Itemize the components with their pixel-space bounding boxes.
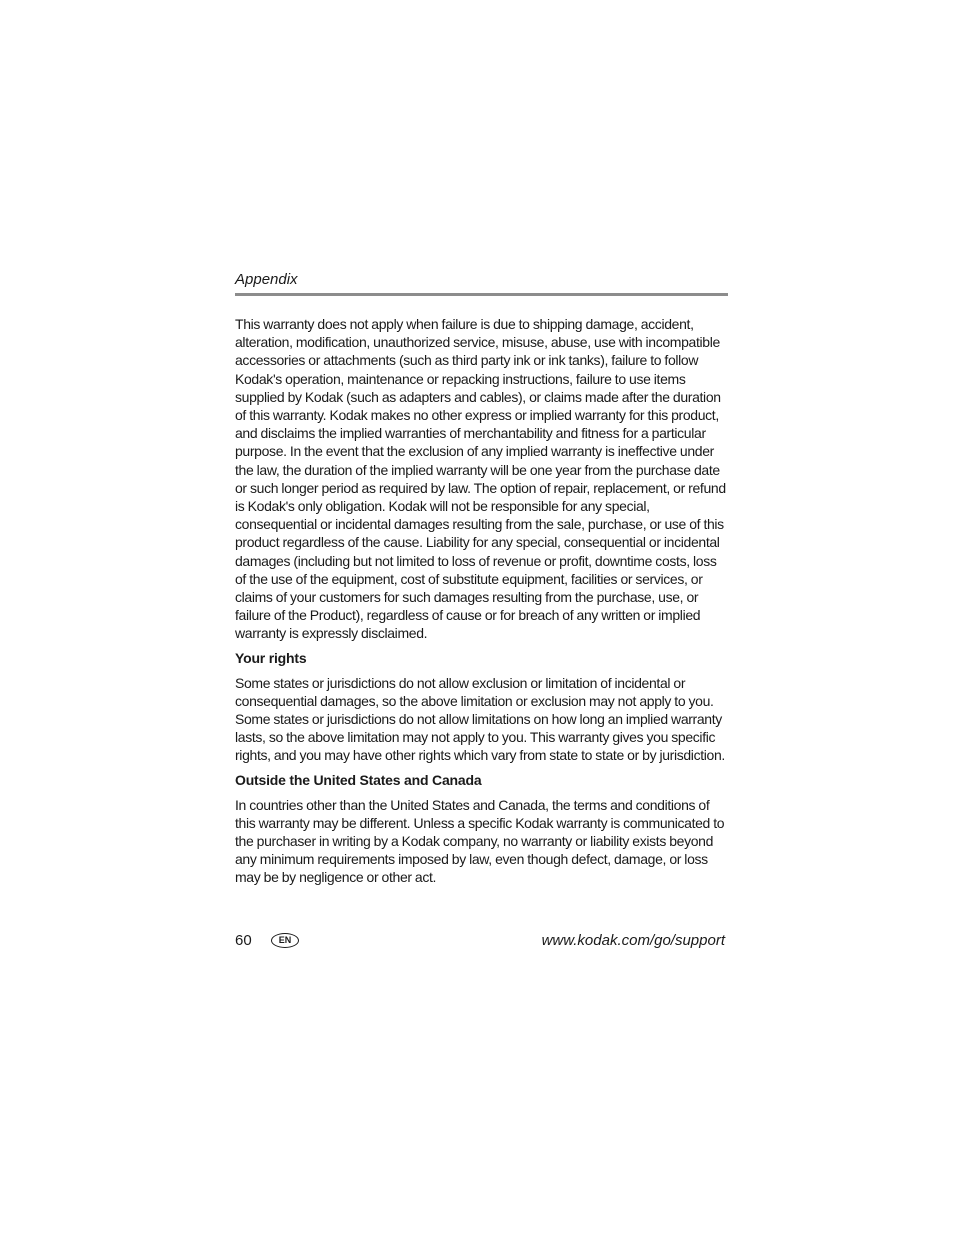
- warranty-exclusions-paragraph: This warranty does not apply when failure is due to shipping damage, accident, alteration, modification, unauthorized service, misuse, abuse, use with incompatible accessories or attachments (such as third party ink or ink tanks), failure to follow Kodak's operation, maintenance or repacking instructions, failure to use items supplied by Kodak (such as adapters and cables), or claims made after the duration of this warranty. Kodak makes no other express or implied warranty for this product, and disclaims the implied warranties of merchantability and fitness for a particular purpose. In the event that the exclusion of any implied warranty is ineffective under the law, the duration of the implied warranty will be one year from the purchase date or such longer period as required by law. The option of repair, replacement, or refund is Kodak's only obligation. Kodak will not be responsible for any special, consequential or incidental damages resulting from the sale, purchase, or use of this product regardless of the cause. Liability for any special, consequential or incidental damages (including but not limited to loss of revenue or profit, downtime costs, loss of the use of the equipment, cost of substitute equipment, facilities or services, or claims of your customers for such damages resulting from the purchase, use, or failure of the Product), regardless of cause or for breach of any written or implied warranty is expressly disclaimed.: [235, 316, 726, 642]
- support-url-link[interactable]: www.kodak.com/go/support: [541, 932, 725, 949]
- outside-us-canada-heading: Outside the United States and Canada: [235, 771, 482, 788]
- header-divider: [235, 293, 728, 296]
- language-badge: EN: [271, 933, 299, 948]
- page-footer: [235, 930, 725, 952]
- your-rights-paragraph: Some states or jurisdictions do not allow exclusion or limitation of incidental or consequential damages, so the above limitation or exclusion may not apply to you. Some states or jurisdictions do not allow limitations on how long an implied warranty lasts, so the above limitation may not apply to you. This warranty gives you specific rights, and you may have other rights which vary from state to state or by jurisdiction.: [235, 674, 725, 764]
- outside-us-canada-paragraph: In countries other than the United States and Canada, the terms and conditions of this warranty may be different. Unless a specific Kodak warranty is communicated to the purchaser in writing by a Kodak company, no warranty or liability exists beyond any minimum requirements imposed by law, even though defect, damage, or loss may be by negligence or other act.: [235, 796, 725, 886]
- page-number: 60: [235, 932, 252, 949]
- section-header-title: Appendix: [235, 271, 298, 288]
- your-rights-heading: Your rights: [235, 649, 307, 666]
- page-content: [235, 270, 728, 887]
